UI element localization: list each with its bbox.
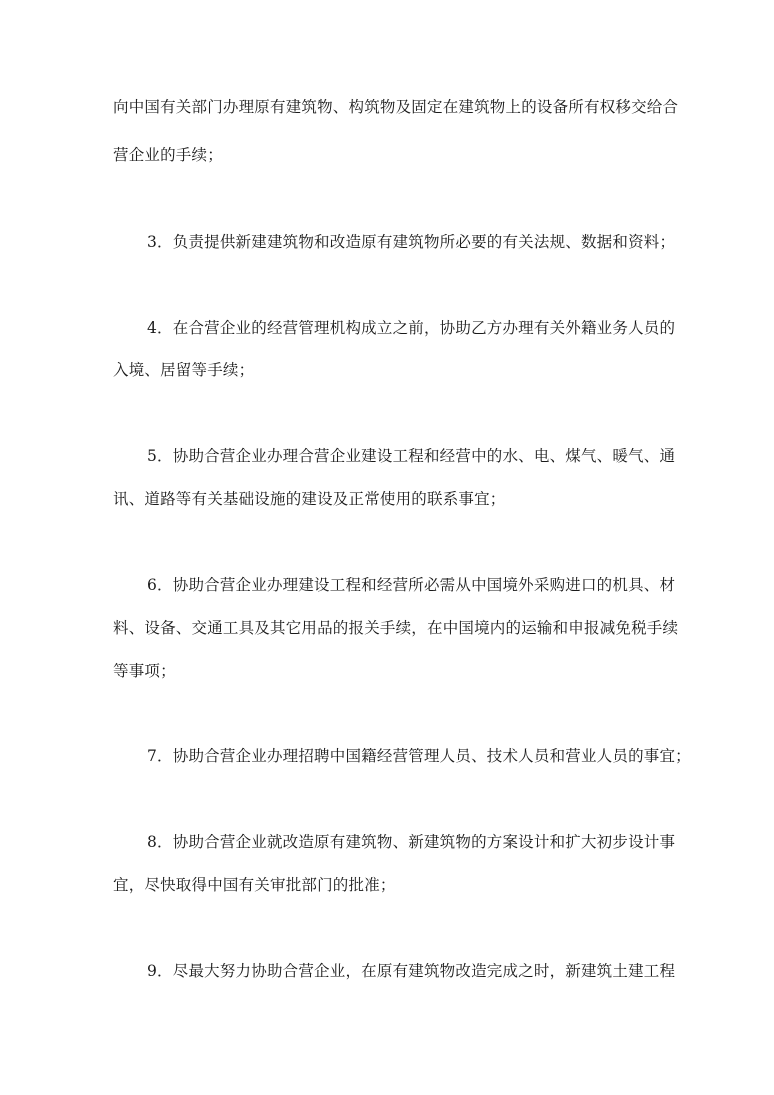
paragraph-line: 宜，尽快取得中国有关审批部门的批准； [113, 876, 396, 894]
paragraph-line: 3．负责提供新建建筑物和改造原有建筑物所必要的有关法规、数据和资料； [147, 233, 676, 251]
paragraph-line: 向中国有关部门办理原有建筑物、构筑物及固定在建筑物上的设备所有权移交给合 [113, 98, 679, 116]
paragraph-line: 营企业的手续； [113, 146, 223, 164]
paragraph-line: 4．在合营企业的经营管理机构成立之前，协助乙方办理有关外籍业务人员的 [147, 319, 676, 337]
paragraph-line: 入境、居留等手续； [113, 361, 255, 379]
paragraph-line: 料、设备、交通工具及其它用品的报关手续，在中国境内的运输和申报减免税手续 [113, 619, 679, 637]
paragraph-line: 9．尽最大努力协助合营企业，在原有建筑物改造完成之时，新建筑土建工程 [147, 962, 676, 980]
paragraph-line: 5．协助合营企业办理合营企业建设工程和经营中的水、电、煤气、暖气、通 [147, 447, 676, 465]
paragraph-line: 讯、道路等有关基础设施的建设及正常使用的联系事宜； [113, 490, 506, 508]
paragraph-line: 6．协助合营企业办理建设工程和经营所必需从中国境外采购进口的机具、材 [147, 576, 676, 594]
paragraph-line: 7．协助合营企业办理招聘中国籍经营管理人员、技术人员和营业人员的事宜； [147, 747, 691, 765]
paragraph-line: 8．协助合营企业就改造原有建筑物、新建筑物的方案设计和扩大初步设计事 [147, 833, 676, 851]
paragraph-line: 等事项； [113, 662, 176, 680]
